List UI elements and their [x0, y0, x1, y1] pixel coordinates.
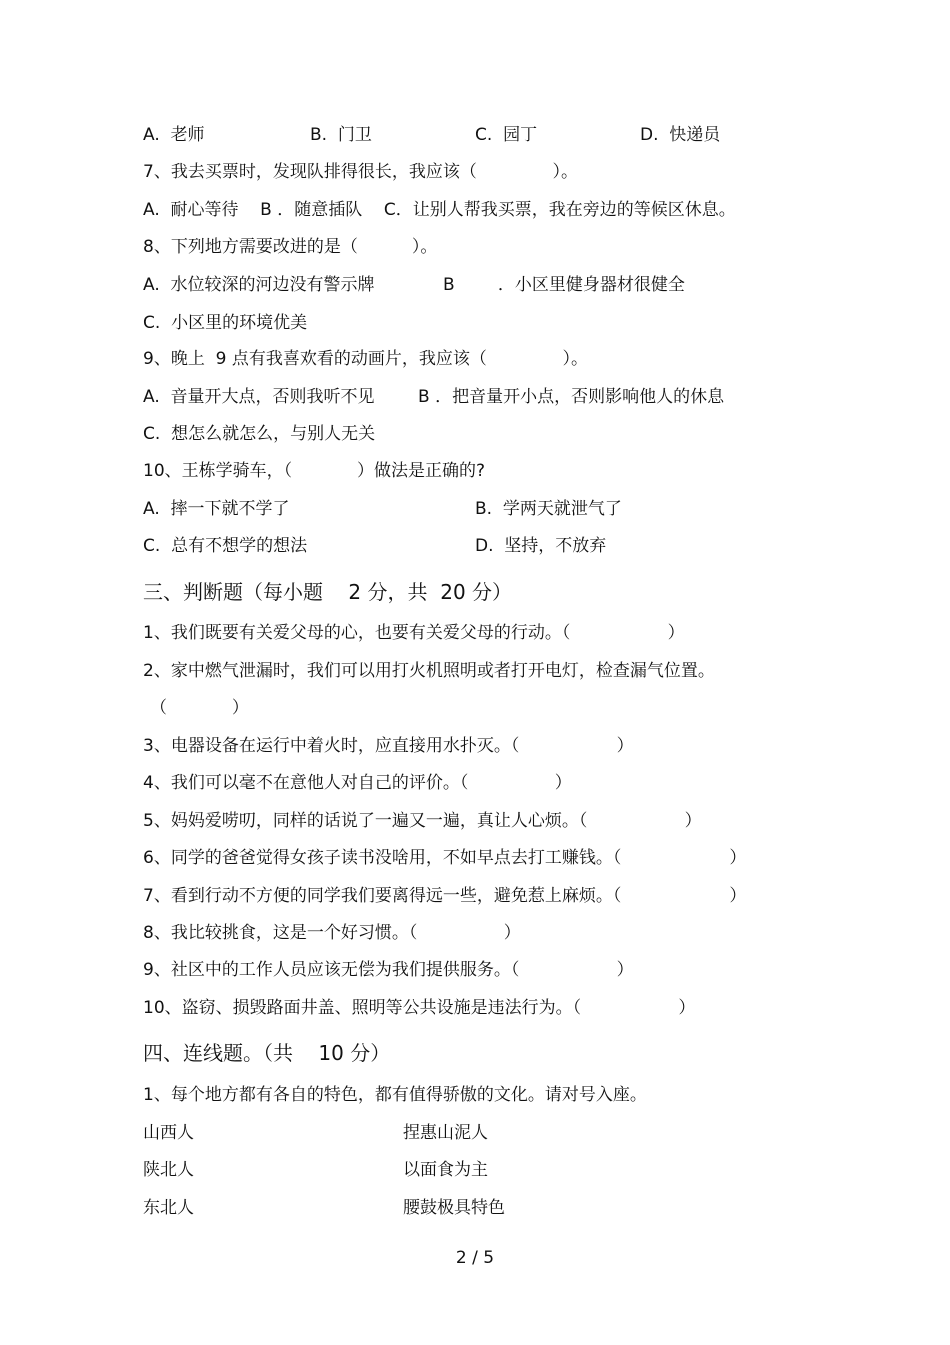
judgment-item: 9、社区中的工作人员应该无偿为我们提供服务。（ ）: [143, 960, 634, 980]
judgment-item: 3、电器设备在运行中着火时，应直接用水扑灭。（ ）: [143, 736, 634, 756]
judgment-item: 4、我们可以毫不在意他人对自己的评价。（ ）: [143, 773, 572, 793]
q10-option-d: D. 坚持，不放弃: [475, 536, 607, 556]
page-number: 2 / 5: [455, 1248, 495, 1268]
judgment-item: 1、我们既要有关爱父母的心，也要有关爱父母的行动。（ ）: [143, 623, 685, 643]
q10-option-b: B. 学两天就泄气了: [475, 499, 622, 519]
q6-option-a: A. 老师: [143, 125, 205, 145]
match-left-item: 陕北人: [143, 1160, 194, 1180]
q6-option-c: C. 园丁: [475, 125, 538, 145]
judgment-item: 8、我比较挑食，这是一个好习惯。（ ）: [143, 923, 521, 943]
matching-question: 1、每个地方都有各自的特色，都有值得骄傲的文化。请对号入座。: [143, 1085, 647, 1105]
q9-question: 9、晚上 9 点有我喜欢看的动画片，我应该（ ）。: [143, 349, 588, 369]
match-right-item: 捏惠山泥人: [403, 1123, 488, 1143]
q8-option-b: B ．小区里健身器材很健全: [443, 275, 685, 295]
q9-option-a: A. 音量开大点，否则我听不见: [143, 387, 375, 407]
judgment-item: 5、妈妈爱唠叨，同样的话说了一遍又一遍，真让人心烦。（ ）: [143, 811, 702, 831]
q7-options: A. 耐心等待 B ．随意插队 C．让别人帮我买票，我在旁边的等候区休息。: [143, 200, 736, 220]
section-4-title: 四、连线题。（共 10 分）: [143, 1041, 391, 1065]
q8-question: 8、下列地方需要改进的是（ ）。: [143, 237, 438, 257]
match-left-item: 东北人: [143, 1198, 194, 1218]
judgment-item: 7、看到行动不方便的同学我们要离得远一些，避免惹上麻烦。（ ）: [143, 886, 747, 906]
judgment-item: 2、家中燃气泄漏时，我们可以用打火机照明或者打开电灯，检查漏气位置。: [143, 661, 715, 681]
q9-option-b: B ．把音量开小点，否则影响他人的休息: [418, 387, 725, 407]
q7-question: 7、我去买票时，发现队排得很长，我应该（ ）。: [143, 162, 578, 182]
q8-option-a: A. 水位较深的河边没有警示牌: [143, 275, 375, 295]
judgment-item: 10、盗窃、损毁路面井盖、照明等公共设施是违法行为。（ ）: [143, 998, 696, 1018]
judgment-item: 6、同学的爸爸觉得女孩子读书没啥用，不如早点去打工赚钱。（ ）: [143, 848, 747, 868]
match-left-item: 山西人: [143, 1123, 194, 1143]
judgment-item-blank: （ ）: [150, 698, 249, 718]
q9-option-c: C. 想怎么就怎么，与别人无关: [143, 424, 376, 444]
section-3-title: 三、判断题（每小题 2 分，共 20 分）: [143, 580, 513, 604]
q10-option-c: C. 总有不想学的想法: [143, 536, 308, 556]
q10-question: 10、王栋学骑车，（ ）做法是正确的?: [143, 461, 485, 481]
q8-option-c: C. 小区里的环境优美: [143, 313, 308, 333]
match-right-item: 腰鼓极具特色: [403, 1198, 505, 1218]
q10-option-a: A. 摔一下就不学了: [143, 499, 290, 519]
match-right-item: 以面食为主: [403, 1160, 488, 1180]
q6-option-b: B. 门卫: [310, 125, 372, 145]
q6-option-d: D. 快递员: [640, 125, 721, 145]
